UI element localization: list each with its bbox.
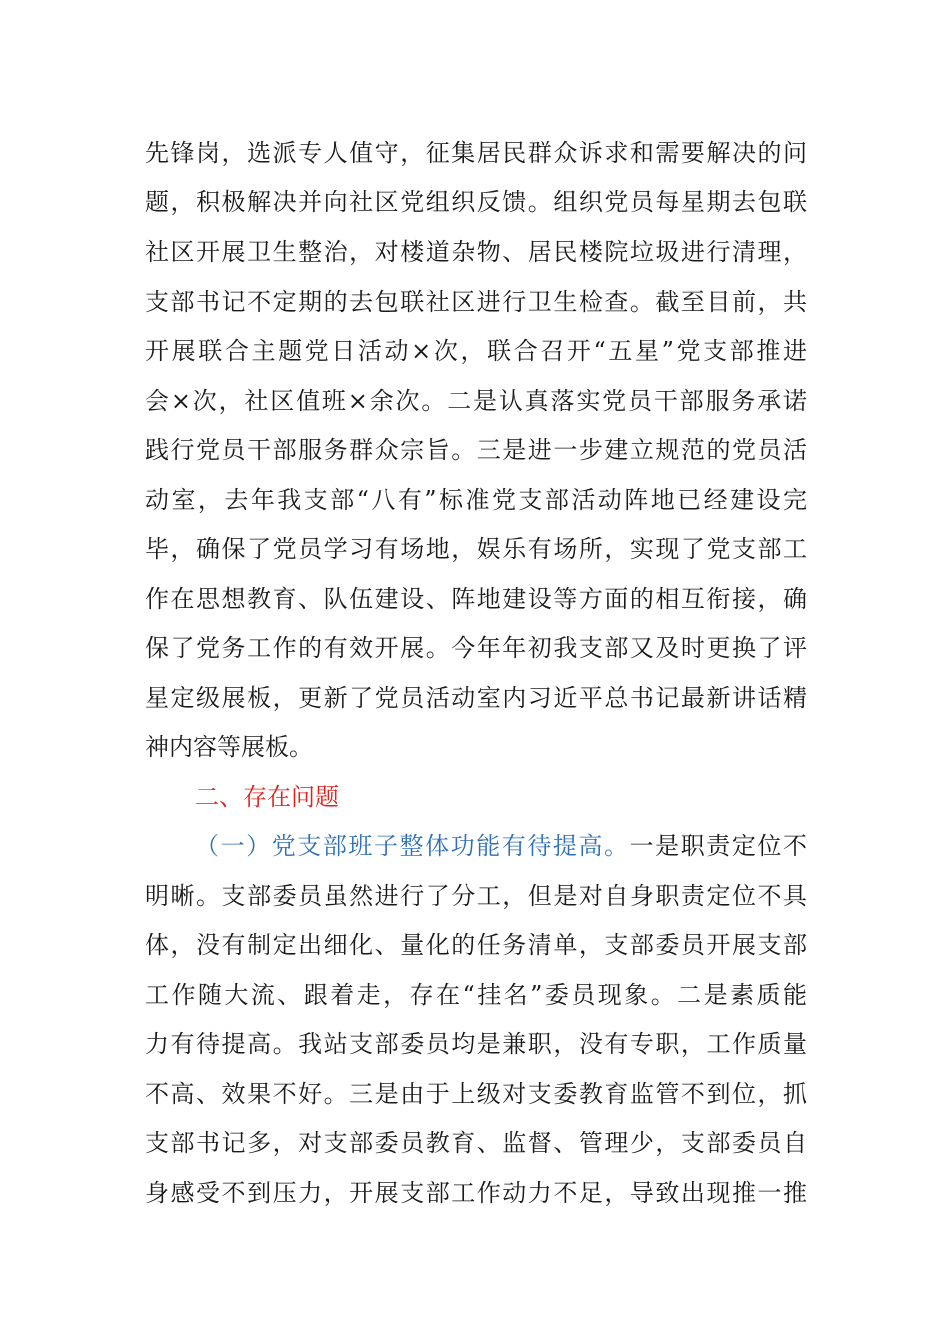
paragraph1-line-2: 题，积极解决并向社区党组织反馈。组织党员每星期去包联: [145, 188, 807, 216]
paragraph1-line-11: 保了党务工作的有效开展。今年年初我支部又及时更换了评: [145, 634, 807, 662]
paragraph2-first-line: [195, 826, 807, 866]
paragraph2-line-2: 明晰。支部委员虽然进行了分工，但是对自身职责定位不具: [145, 882, 807, 910]
paragraph1-line-10: 作在思想教育、队伍建设、阵地建设等方面的相互衔接，确: [145, 585, 807, 613]
paragraph2-line-6: 不高、效果不好。三是由于上级对支委教育监管不到位，抓: [145, 1080, 807, 1108]
paragraph2-line-8: 身感受不到压力，开展支部工作动力不足，导致出现推一推: [145, 1179, 807, 1207]
paragraph2-line-5: 力有待提高。我站支部委员均是兼职，没有专职，工作质量: [145, 1030, 807, 1058]
paragraph1-line-3: 社区开展卫生整治，对楼道杂物、居民楼院垃圾进行清理，: [145, 238, 807, 266]
paragraph1-line-7: 践行党员干部服务群众宗旨。三是进一步建立规范的党员活: [145, 436, 807, 464]
subsection-title: （一）党支部班子整体功能有待提高。: [195, 832, 630, 860]
paragraph2-first-line-text: 一是职责定位不: [629, 832, 808, 860]
paragraph1-line-6: 会×次，社区值班×余次。二是认真落实党员干部服务承诺: [145, 387, 807, 415]
paragraph2-line-3: 体，没有制定出细化、量化的任务清单，支部委员开展支部: [145, 931, 807, 959]
paragraph1-line-9: 毕，确保了党员学习有场地，娱乐有场所，实现了党支部工: [145, 535, 807, 563]
section-heading: 二、存在问题: [195, 783, 339, 811]
paragraph1-line-1: 先锋岗，选派专人值守，征集居民群众诉求和需要解决的问: [145, 139, 807, 167]
paragraph1-line-8: 动室，去年我支部“八有”标准党支部活动阵地已经建设完: [145, 486, 807, 514]
paragraph1-line-12: 星定级展板，更新了党员活动室内习近平总书记最新讲话精: [145, 684, 807, 712]
paragraph2-line-4: 工作随大流、跟着走，存在“挂名”委员现象。二是素质能: [145, 981, 807, 1009]
paragraph2-line-7: 支部书记多，对支部委员教育、监督、管理少，支部委员自: [145, 1129, 807, 1157]
paragraph1-line-13: 神内容等展板。: [145, 733, 313, 761]
paragraph1-line-4: 支部书记不定期的去包联社区进行卫生检查。截至目前，共: [145, 288, 807, 316]
paragraph1-line-5: 开展联合主题党日活动×次，联合召开“五星”党支部推进: [145, 337, 807, 365]
